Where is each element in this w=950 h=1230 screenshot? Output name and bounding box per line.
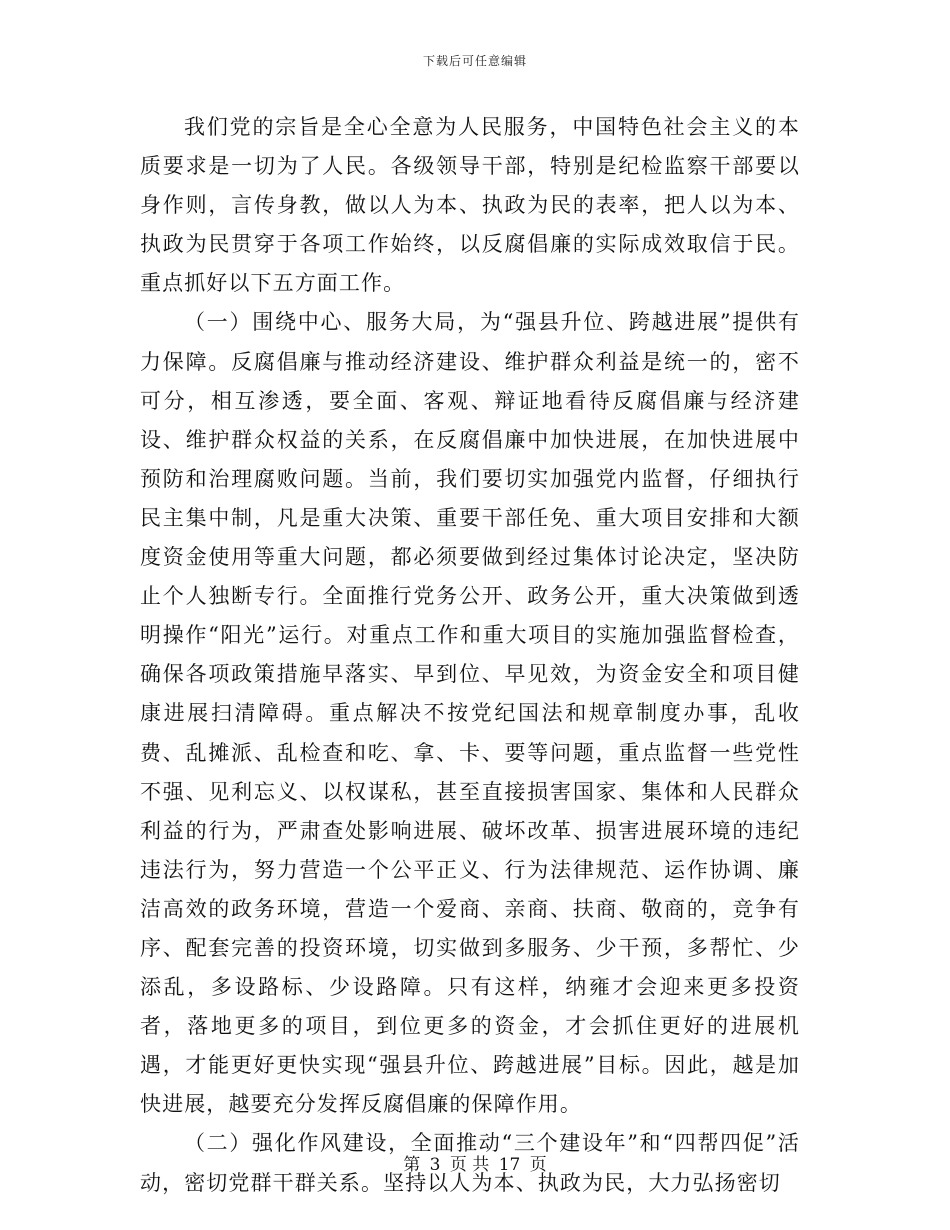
paragraph-section-2: （二）强化作风建设，全面推动“三个建设年”和“四帮四促”活动，密切党群干群关系。坚持以人为本、执政为民，大力弘扬密切 [140,1131,800,1195]
document-body [140,108,800,1203]
footer-prefix: 第 [403,1155,421,1175]
paragraph-intro: 我们党的宗旨是全心全意为人民服务，中国特色社会主义的本质要求是一切为了人民。各级领导干部，特别是纪检监察干部要以身作则，言传身教，做以人为本、执政为民的表率，把人以为本、执政为民贯穿于各项工作始终，以反腐倡廉的实际成效取信于民。重点抓好以下五方面工作。 [140,115,800,296]
page-footer [0,1150,950,1175]
paragraph-section-1: （一）围绕中心、服务大局，为“强县升位、跨越进展”提供有力保障。反腐倡廉与推动经济建设、维护群众利益是统一的，密不可分，相互渗透，要全面、客观、辩证地看待反腐倡廉与经济建设、维护群众权益的关系，在反腐倡廉中加快进展，在加快进展中预防和治理腐败问题。当前，我们要切实加强党内监督，仔细执行民主集中制，凡是重大决策、重要干部任免、重大项目安排和大额度资金使用等重大问题，都必须要做到经过集体讨论决定，坚决防止个人独断专行。全面推行党务公开、政务公开，重大决策做到透明操作“阳光”运行。对重点工作和重大项目的实施加强监督检查，确保各项政策措施早落实、早到位、早见效，为资金安全和项目健康进展扫清障碍。重点解决不按党纪国法和规章制度办事，乱收费、乱摊派、乱检查和吃、拿、卡、要等问题，重点监督一些党性不强、见利忘义、以权谋私，甚至直接损害国家、集体和人民群众利益的行为，严肃查处影响进展、破坏改革、损害进展环境的违纪违法行为，努力营造一个公平正义、行为法律规范、运作协调、廉洁高效的政务环境，营造一个爱商、亲商、扶商、敬商的，竞争有序、配套完善的投资环境，切实做到多服务、少干预，多帮忙、少添乱，多设路标、少设路障。只有这样，纳雍才会迎来更多投资者，落地更多的项目，到位更多的资金，才会抓住更好的进展机遇，才能更好更快实现“强县升位、跨越进展”目标。因此，越是加快进展，越要充分发挥反腐倡廉的保障作用。 [140,310,800,1117]
header-note: 下载后可任意编辑 [422,54,527,68]
footer-middle: 页 共 [449,1155,490,1175]
footer-suffix: 页 [529,1155,547,1175]
page-current: 3 [429,1155,441,1175]
page-total: 17 [498,1155,521,1175]
